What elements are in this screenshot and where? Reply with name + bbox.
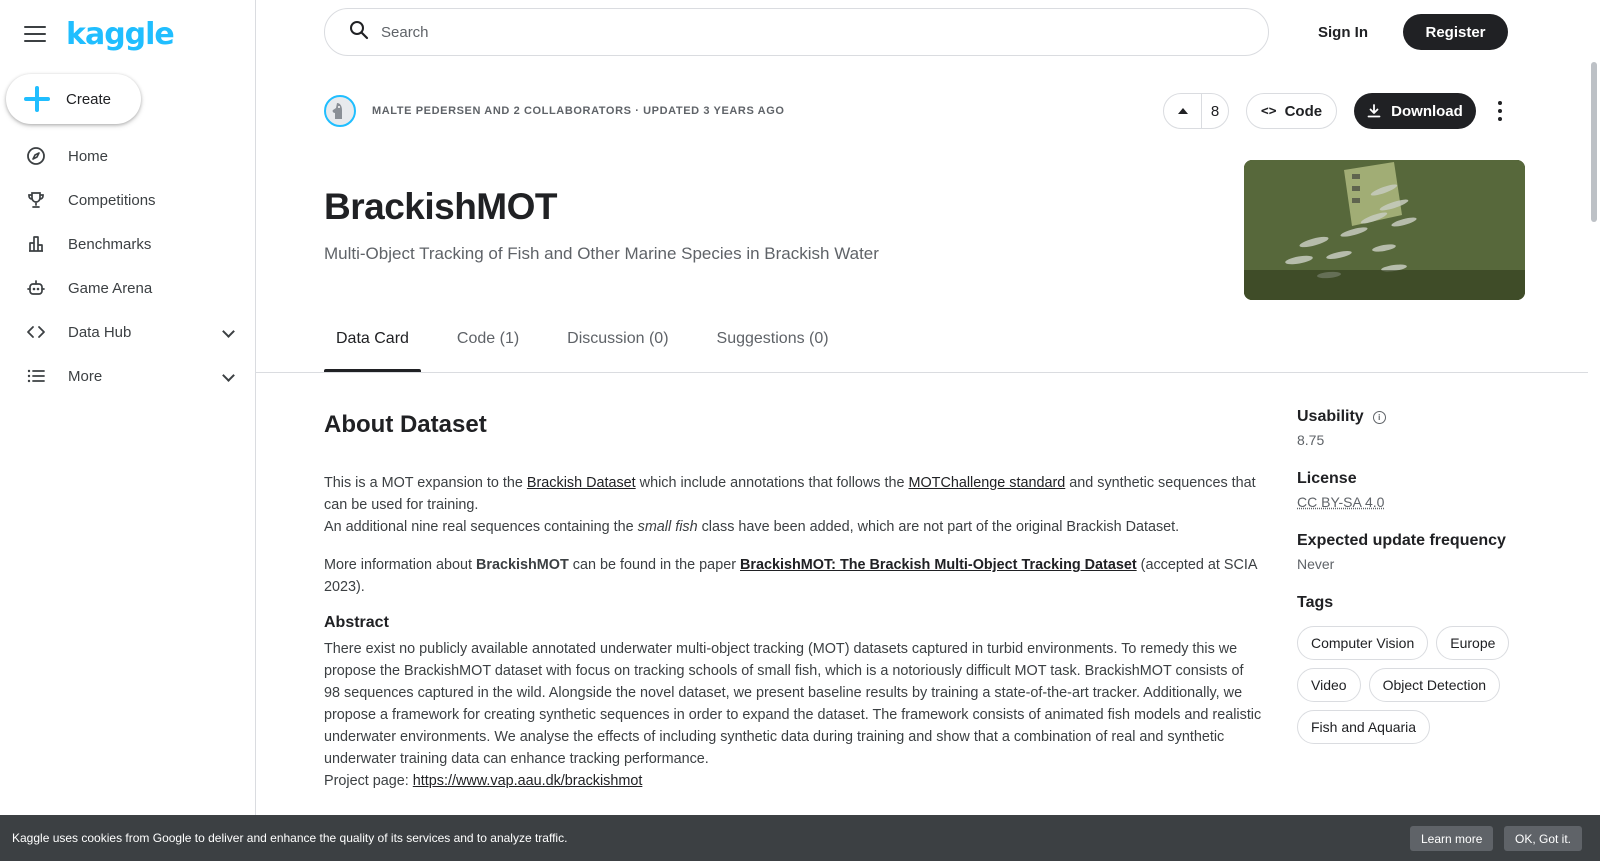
tab-suggestions[interactable]: Suggestions (0) bbox=[716, 330, 829, 347]
text: Usability bbox=[1297, 408, 1364, 425]
strong: BrackishMOT bbox=[475, 557, 569, 573]
tab-bar bbox=[324, 330, 865, 372]
plus-icon bbox=[24, 86, 50, 112]
create-label: Create bbox=[66, 90, 112, 108]
sidebar-item-label: Home bbox=[68, 147, 109, 165]
caret-up-icon bbox=[1178, 108, 1188, 114]
scrollbar[interactable] bbox=[1588, 0, 1600, 861]
learn-more-button[interactable]: Learn more bbox=[1410, 826, 1493, 851]
search-bar[interactable] bbox=[324, 8, 1269, 56]
avatar[interactable] bbox=[324, 95, 356, 127]
create-button[interactable] bbox=[6, 74, 141, 124]
about-heading: About Dataset bbox=[324, 411, 487, 438]
text: Project page: bbox=[324, 773, 413, 789]
tab-data-card[interactable]: Data Card bbox=[324, 330, 421, 372]
text: (accepted at SCIA 2023). bbox=[324, 557, 1257, 595]
search-input[interactable] bbox=[381, 24, 1181, 41]
sidebar-item-label: More bbox=[68, 367, 103, 385]
sidebar-nav bbox=[0, 134, 255, 398]
sidebar-item-label: Competitions bbox=[68, 191, 156, 209]
sign-in-button[interactable]: Sign In bbox=[1318, 23, 1368, 41]
project-page-link[interactable]: https://www.vap.aau.dk/brackishmot bbox=[412, 773, 643, 789]
sidebar bbox=[0, 0, 256, 861]
frequency-label: Expected update frequency bbox=[1297, 532, 1506, 549]
text: can be found in the paper bbox=[568, 557, 740, 573]
dataset-cover-image bbox=[1244, 160, 1525, 300]
scrollbar-thumb[interactable] bbox=[1591, 62, 1597, 222]
vote-widget bbox=[1163, 93, 1229, 129]
motchallenge-link[interactable]: MOTChallenge standard bbox=[908, 475, 1066, 491]
download-icon bbox=[1367, 104, 1381, 118]
author-byline: MALTE PEDERSEN AND 2 COLLABORATORS · UPDATED 3 YEARS AGO bbox=[372, 105, 785, 117]
about-paragraph-3 bbox=[324, 554, 1262, 598]
emphasis: small fish bbox=[637, 519, 698, 535]
sidebar-item-label: Data Hub bbox=[68, 323, 132, 341]
project-page bbox=[324, 770, 1262, 792]
about-paragraph-1 bbox=[324, 472, 1262, 516]
text: This is a MOT expansion to the bbox=[324, 475, 527, 491]
cookie-banner bbox=[0, 815, 1600, 861]
license-link[interactable]: CC BY-SA 4.0 bbox=[1297, 494, 1385, 510]
usability-label bbox=[1297, 408, 1537, 426]
paper-link[interactable]: BrackishMOT: The Brackish Multi-Object Tracking Dataset bbox=[740, 557, 1137, 573]
abstract-heading: Abstract bbox=[324, 614, 389, 631]
code-button[interactable] bbox=[1246, 93, 1337, 129]
robot-icon bbox=[26, 278, 46, 298]
tag-chip[interactable]: Fish and Aquaria bbox=[1297, 710, 1430, 744]
tag-chip[interactable]: Object Detection bbox=[1369, 668, 1501, 702]
sidebar-item-label: Benchmarks bbox=[68, 235, 152, 253]
trophy-icon bbox=[26, 190, 46, 210]
cookie-text: Kaggle uses cookies from Google to deliver and enhance the quality of its services and to analyze traffic. bbox=[12, 831, 568, 845]
compass-icon bbox=[26, 146, 46, 166]
kaggle-logo[interactable]: kaggle bbox=[66, 16, 174, 52]
abstract-text: There exist no publicly available annotated underwater multi-object tracking (MOT) datasets captured in turbid environments. To remedy this we propose the BrackishMOT dataset with focus on tracking schools of small fish, which is a notoriously difficult MOT task. BrackishMOT consists of 98 sequences captured in the wild. Alongside the novel dataset, we present baseline results by training a state-of-the-art tracker. Additionally, we propose a framework for creating synthetic sequences in order to expand the dataset. The framework consists of animated fish models and realistic underwater environments. We analyse the effects of including synthetic data during training and show that a combination of real and synthetic underwater training data can enhance tracking performance. bbox=[324, 641, 1262, 767]
code-button-label: Code bbox=[1284, 102, 1323, 120]
brackish-dataset-link[interactable]: Brackish Dataset bbox=[526, 475, 636, 491]
bar-chart-icon bbox=[26, 234, 46, 254]
tags-label: Tags bbox=[1297, 594, 1334, 611]
about-section bbox=[324, 408, 1262, 792]
logo-row bbox=[24, 14, 174, 54]
usability-value: 8.75 bbox=[1297, 432, 1325, 448]
text: An additional nine real sequences containing the bbox=[324, 519, 638, 535]
download-button[interactable] bbox=[1354, 93, 1476, 129]
text: class have been added, which are not part of the original Brackish Dataset. bbox=[697, 519, 1180, 535]
author-row bbox=[324, 95, 785, 127]
dataset-meta bbox=[1297, 408, 1537, 752]
text: which include annotations that follows the bbox=[635, 475, 909, 491]
tag-list bbox=[1297, 626, 1537, 752]
sidebar-item-benchmarks[interactable] bbox=[0, 222, 255, 266]
more-options-icon[interactable] bbox=[1494, 101, 1506, 121]
sidebar-item-label: Game Arena bbox=[68, 279, 153, 297]
tab-code[interactable]: Code (1) bbox=[456, 330, 520, 347]
text: More information about bbox=[324, 557, 476, 573]
download-button-label: Download bbox=[1391, 102, 1463, 120]
list-icon bbox=[26, 366, 46, 386]
code-brackets-icon bbox=[26, 322, 46, 342]
tag-chip[interactable]: Europe bbox=[1436, 626, 1509, 660]
tab-divider bbox=[256, 372, 1589, 373]
sidebar-item-home[interactable] bbox=[0, 134, 255, 178]
page-title: BrackishMOT bbox=[324, 186, 558, 227]
code-brackets-icon: <> bbox=[1260, 103, 1277, 119]
tag-chip[interactable]: Computer Vision bbox=[1297, 626, 1428, 660]
register-button[interactable]: Register bbox=[1403, 14, 1508, 50]
text: and synthetic sequences that can be used for training. bbox=[324, 475, 1256, 513]
search-icon bbox=[349, 20, 369, 45]
chevron-down-icon[interactable] bbox=[222, 325, 235, 338]
menu-icon[interactable] bbox=[24, 26, 46, 42]
vote-count: 8 bbox=[1210, 102, 1220, 120]
tag-chip[interactable]: Video bbox=[1297, 668, 1361, 702]
about-paragraph-2 bbox=[324, 516, 1262, 538]
sidebar-item-game-arena[interactable] bbox=[0, 266, 255, 310]
upvote-button[interactable] bbox=[1164, 94, 1202, 128]
page-subtitle: Multi-Object Tracking of Fish and Other Marine Species in Brackish Water bbox=[324, 244, 879, 263]
license-label: License bbox=[1297, 470, 1357, 487]
accept-cookies-button[interactable]: OK, Got it. bbox=[1504, 826, 1582, 851]
sidebar-item-more[interactable] bbox=[0, 354, 255, 398]
tab-discussion[interactable]: Discussion (0) bbox=[567, 330, 669, 347]
info-icon[interactable]: i bbox=[1373, 411, 1386, 424]
sidebar-item-competitions[interactable] bbox=[0, 178, 255, 222]
frequency-value: Never bbox=[1297, 556, 1335, 572]
sidebar-item-data-hub[interactable] bbox=[0, 310, 255, 354]
chevron-down-icon[interactable] bbox=[222, 369, 235, 382]
